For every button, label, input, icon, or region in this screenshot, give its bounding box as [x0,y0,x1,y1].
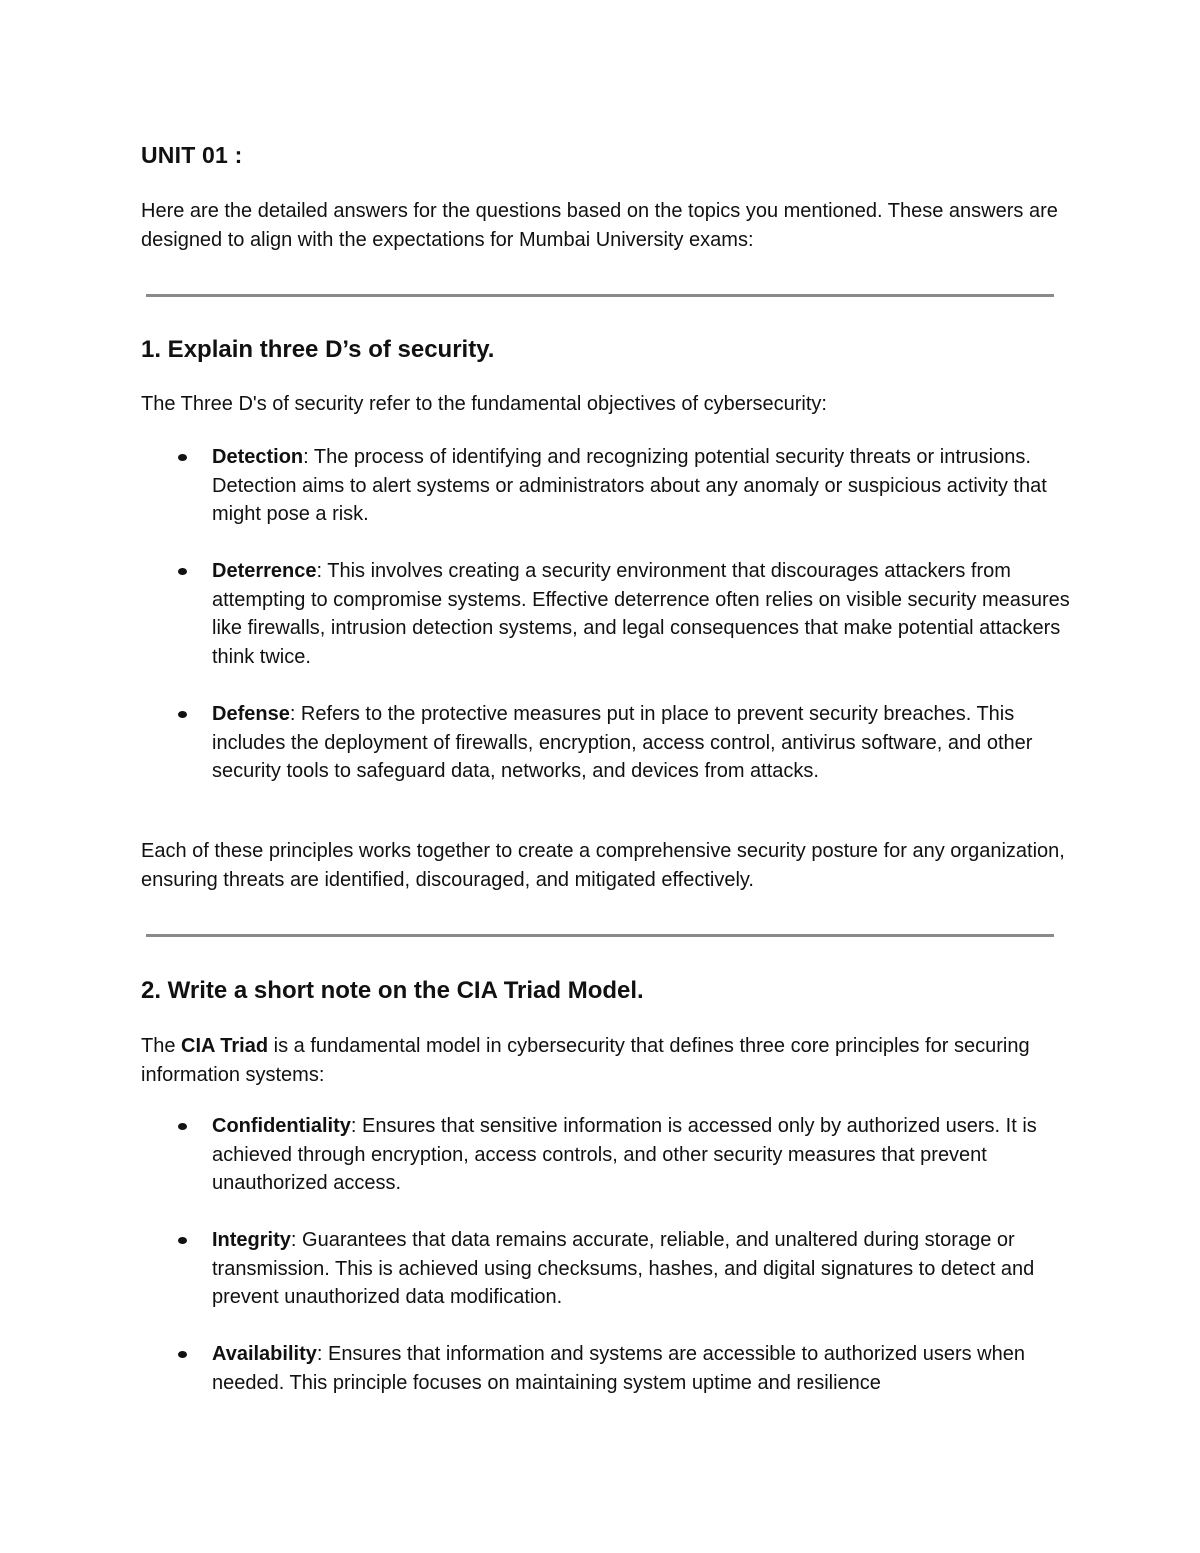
section1-heading: 1. Explain three D’s of security. [141,336,495,363]
lead-cia-triad: CIA Triad [181,1035,269,1057]
bullet-icon [178,454,187,461]
bullet-icon [178,1351,187,1358]
lead-prefix: The [141,1035,182,1057]
integrity-description: : Guarantees that data remains accurate, reliable, and unaltered during storage or transmission. This is achieved using checksums, hashes, and digital signatures to detect and prevent unauthorized data modification. [212,1229,1035,1309]
confidentiality-description: : Ensures that sensitive information is accessed only by authorized users. It is achieved through encryption, access controls, and other security measures that prevent unauthorized access. [212,1115,1037,1195]
section-divider [146,934,1054,937]
intro-paragraph: Here are the detailed answers for the questions based on the topics you mentioned. These answers are designed to align with the expectations for Mumbai University exams: [141,200,1058,251]
bullet-icon [178,711,187,718]
detection-description: : The process of identifying and recognizing potential security threats or intrusions. Detection aims to alert systems or administrators about any anomaly or suspicious activity that might pose a risk. [212,446,1047,526]
section2-lead [141,1032,1071,1090]
term-confidentiality: Confidentiality [212,1115,351,1137]
availability-description: : Ensures that information and systems are accessible to authorized users when needed. This principle focuses on maintaining system uptime and resilience [212,1343,1025,1394]
list-item-text [212,700,1072,786]
term-detection: Detection [212,446,304,468]
section1-closing: Each of these principles works together to create a comprehensive security posture for any organization, ensuring threats are identified, discouraged, and mitigated effectively. [141,840,1065,891]
unit-title: UNIT 01 : [141,142,243,168]
defense-description: : Refers to the protective measures put in place to prevent security breaches. This includes the deployment of firewalls, encryption, access control, antivirus software, and other security tools to safeguard data, networks, and devices from attacks. [212,703,1033,783]
list-item-text [212,1226,1072,1312]
list-item-text [212,1112,1072,1198]
bullet-icon [178,1237,187,1244]
term-availability: Availability [212,1343,317,1365]
section2-heading: 2. Write a short note on the CIA Triad Model. [141,977,644,1004]
term-deterrence: Deterrence [212,560,317,582]
section1-lead: The Three D's of security refer to the fundamental objectives of cybersecurity: [141,393,827,415]
bullet-icon [178,1123,187,1130]
deterrence-description: : This involves creating a security environment that discourages attackers from attempting to compromise systems. Effective deterrence often relies on visible security measures like firewalls, intrusion detection systems, and legal consequences that make potential attackers think twice. [212,560,1070,668]
term-integrity: Integrity [212,1229,291,1251]
list-item-text [212,1340,1072,1397]
list-item-text [212,557,1072,671]
term-defense: Defense [212,703,290,725]
section-divider [146,294,1054,297]
bullet-icon [178,568,187,575]
list-item-text [212,443,1072,529]
lead-suffix: is a fundamental model in cybersecurity that defines three core principles for securing information systems: [141,1035,1030,1086]
